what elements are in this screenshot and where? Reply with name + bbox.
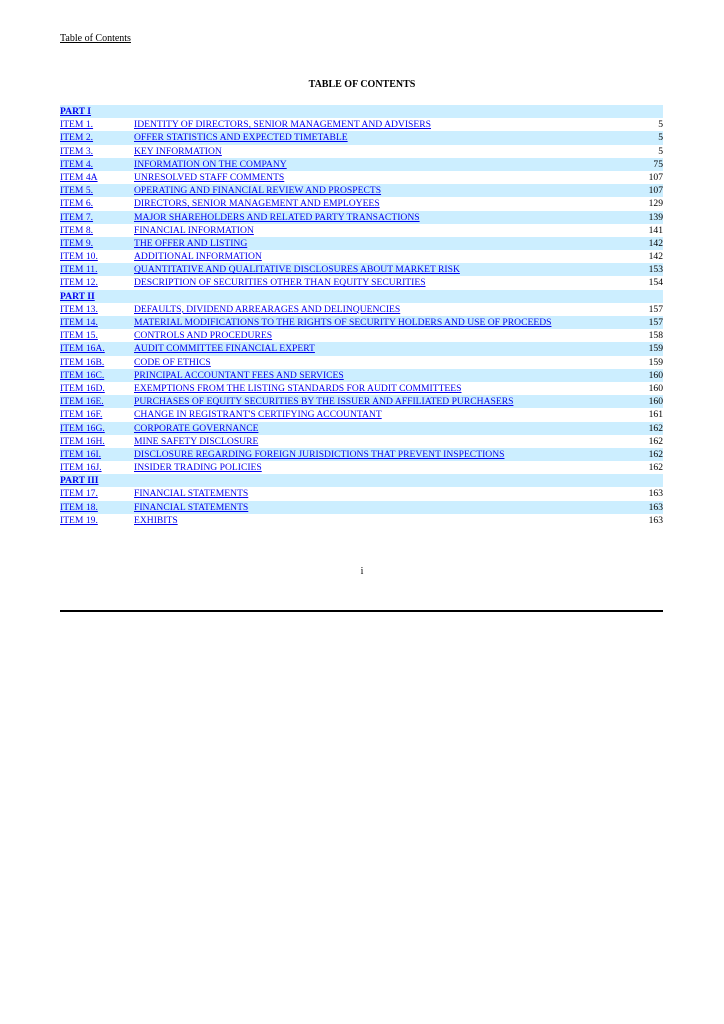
toc-item-title-link[interactable]: DISCLOSURE REGARDING FOREIGN JURISDICTIONS THAT PREVENT INSPECTIONS [134, 448, 505, 460]
toc-row [60, 435, 663, 448]
toc-row [60, 131, 663, 144]
toc-part-label[interactable]: PART I [60, 106, 92, 117]
toc-row [60, 145, 663, 158]
toc-row [60, 263, 663, 276]
toc-item-page: 163 [648, 501, 663, 513]
toc-row [60, 461, 663, 474]
toc-item-title-link[interactable]: INFORMATION ON THE COMPANY [134, 158, 287, 170]
toc-table [60, 105, 663, 527]
toc-item-page: 157 [648, 317, 663, 328]
table-of-contents-link[interactable]: Table of Contents [60, 33, 131, 44]
toc-item-page: 154 [648, 277, 663, 289]
page-divider [60, 610, 663, 612]
toc-item-title-link[interactable]: INSIDER TRADING POLICIES [134, 462, 262, 474]
toc-item-number-link[interactable]: ITEM 16H. [60, 435, 105, 447]
toc-item-number-link[interactable]: ITEM 4A [60, 171, 98, 183]
toc-row [60, 422, 663, 435]
toc-part-row [60, 290, 663, 303]
toc-item-title-link[interactable]: MAJOR SHAREHOLDERS AND RELATED PARTY TRANSACTIONS [134, 211, 420, 223]
toc-item-number-link[interactable]: ITEM 1. [60, 119, 94, 131]
toc-row [60, 514, 663, 527]
toc-row [60, 448, 663, 461]
toc-item-number-link[interactable]: ITEM 16J. [60, 462, 102, 474]
toc-item-title-link[interactable]: DESCRIPTION OF SECURITIES OTHER THAN EQUITY SECURITIES [134, 277, 426, 289]
toc-item-number-link[interactable]: ITEM 6. [60, 198, 94, 210]
toc-item-title-link[interactable]: FINANCIAL STATEMENTS [134, 501, 249, 513]
toc-item-number-link[interactable]: ITEM 16G. [60, 422, 105, 434]
toc-item-number-link[interactable]: ITEM 16I. [60, 448, 102, 460]
toc-item-page: 162 [648, 422, 663, 434]
toc-row [60, 356, 663, 369]
toc-item-page: 141 [648, 224, 663, 236]
toc-item-number-link[interactable]: ITEM 11. [60, 264, 98, 276]
toc-item-title-link[interactable]: CODE OF ETHICS [134, 356, 211, 368]
toc-item-page: 142 [648, 251, 663, 263]
toc-item-number-link[interactable]: ITEM 17. [60, 488, 98, 500]
toc-item-number-link[interactable]: ITEM 8. [60, 224, 94, 236]
toc-row [60, 171, 663, 184]
toc-item-page: 163 [648, 488, 663, 500]
toc-item-number-link[interactable]: ITEM 5. [60, 185, 94, 197]
toc-item-title-link[interactable]: EXHIBITS [134, 514, 178, 526]
toc-item-page: 5 [658, 145, 663, 157]
toc-item-page: 159 [648, 356, 663, 368]
toc-item-page: 162 [648, 435, 663, 447]
toc-item-title-link[interactable]: OFFER STATISTICS AND EXPECTED TIMETABLE [134, 132, 348, 144]
toc-item-title-link[interactable]: QUANTITATIVE AND QUALITATIVE DISCLOSURES ABOUT MARKET RISK [134, 264, 460, 276]
toc-row [60, 158, 663, 171]
toc-row [60, 237, 663, 250]
toc-item-page: 139 [648, 211, 663, 223]
toc-row [60, 224, 663, 237]
toc-part-row [60, 105, 663, 118]
toc-item-title-link[interactable]: MATERIAL MODIFICATIONS TO THE RIGHTS OF SECURITY HOLDERS AND USE OF PROCEEDS [134, 317, 552, 328]
toc-row [60, 395, 663, 408]
toc-row [60, 250, 663, 263]
toc-item-title-link[interactable]: EXEMPTIONS FROM THE LISTING STANDARDS FOR AUDIT COMMITTEES [134, 382, 462, 394]
toc-item-title-link[interactable]: THE OFFER AND LISTING [134, 237, 248, 249]
toc-item-title-link[interactable]: ADDITIONAL INFORMATION [134, 251, 262, 263]
toc-item-number-link[interactable]: ITEM 16F. [60, 409, 103, 421]
toc-item-title-link[interactable]: PRINCIPAL ACCOUNTANT FEES AND SERVICES [134, 369, 344, 381]
toc-row [60, 487, 663, 500]
page-number: i [360, 566, 364, 577]
toc-item-page: 5 [658, 119, 663, 131]
toc-item-page: 142 [648, 237, 663, 249]
toc-row [60, 118, 663, 131]
toc-row [60, 316, 663, 329]
toc-item-number-link[interactable]: ITEM 16E. [60, 396, 104, 408]
toc-item-title-link[interactable]: OPERATING AND FINANCIAL REVIEW AND PROSPECTS [134, 185, 382, 197]
toc-item-title-link[interactable]: AUDIT COMMITTEE FINANCIAL EXPERT [134, 343, 315, 355]
toc-item-number-link[interactable]: ITEM 16A. [60, 343, 105, 355]
toc-item-number-link[interactable]: ITEM 4. [60, 158, 94, 170]
toc-item-title-link[interactable]: KEY INFORMATION [134, 145, 222, 157]
toc-item-page: 162 [648, 462, 663, 474]
toc-item-number-link[interactable]: ITEM 15. [60, 330, 98, 342]
toc-row [60, 342, 663, 355]
toc-item-page: 160 [648, 396, 663, 408]
toc-item-title-link[interactable]: PURCHASES OF EQUITY SECURITIES BY THE ISSUER AND AFFILIATED PURCHASERS [134, 396, 514, 408]
toc-part-label[interactable]: PART II [60, 290, 95, 302]
toc-row [60, 211, 663, 224]
toc-item-page: 160 [648, 382, 663, 394]
toc-part-row [60, 474, 663, 487]
toc-row [60, 184, 663, 197]
toc-item-page: 160 [648, 369, 663, 381]
toc-item-page: 161 [648, 409, 663, 421]
toc-item-title-link[interactable]: MINE SAFETY DISCLOSURE [134, 435, 259, 447]
toc-row [60, 369, 663, 382]
toc-item-page: 159 [648, 343, 663, 355]
toc-item-page: 5 [658, 132, 663, 144]
toc-item-number-link[interactable]: ITEM 3. [60, 145, 94, 157]
toc-item-title-link[interactable]: CHANGE IN REGISTRANT'S CERTIFYING ACCOUNTANT [134, 409, 382, 421]
toc-item-title-link[interactable]: DIRECTORS, SENIOR MANAGEMENT AND EMPLOYEES [134, 198, 380, 210]
toc-row [60, 303, 663, 316]
toc-item-number-link[interactable]: ITEM 19. [60, 514, 98, 526]
toc-row [60, 329, 663, 342]
toc-item-number-link[interactable]: ITEM 14. [60, 317, 98, 328]
toc-item-number-link[interactable]: ITEM 18. [60, 501, 98, 513]
toc-item-page: 153 [648, 264, 663, 276]
toc-item-page: 107 [648, 185, 663, 197]
page-title: TABLE OF CONTENTS [308, 79, 416, 90]
toc-item-page: 158 [648, 330, 663, 342]
toc-item-page: 75 [653, 158, 663, 170]
toc-item-page: 157 [648, 303, 663, 315]
toc-item-number-link[interactable]: ITEM 12. [60, 277, 98, 289]
toc-item-title-link[interactable]: FINANCIAL STATEMENTS [134, 488, 249, 500]
toc-item-number-link[interactable]: ITEM 9. [60, 237, 94, 249]
toc-row [60, 382, 663, 395]
toc-item-number-link[interactable]: ITEM 7. [60, 211, 94, 223]
toc-row [60, 197, 663, 210]
toc-item-number-link[interactable]: ITEM 2. [60, 132, 94, 144]
toc-row [60, 408, 663, 421]
toc-part-label[interactable]: PART III [60, 475, 99, 487]
toc-item-number-link[interactable]: ITEM 13. [60, 303, 98, 315]
toc-item-page: 163 [648, 514, 663, 526]
toc-item-page: 162 [648, 448, 663, 460]
toc-item-number-link[interactable]: ITEM 16B. [60, 356, 105, 368]
toc-row [60, 276, 663, 289]
toc-item-page: 129 [648, 198, 663, 210]
toc-item-title-link[interactable]: FINANCIAL INFORMATION [134, 224, 254, 236]
toc-item-title-link[interactable]: CONTROLS AND PROCEDURES [134, 330, 273, 342]
toc-item-title-link[interactable]: IDENTITY OF DIRECTORS, SENIOR MANAGEMENT AND ADVISERS [134, 119, 431, 131]
toc-item-page: 107 [648, 171, 663, 183]
toc-item-number-link[interactable]: ITEM 16C. [60, 369, 105, 381]
toc-item-number-link[interactable]: ITEM 16D. [60, 382, 105, 394]
toc-item-number-link[interactable]: ITEM 10. [60, 251, 98, 263]
toc-item-title-link[interactable]: CORPORATE GOVERNANCE [134, 422, 259, 434]
toc-row [60, 501, 663, 514]
toc-item-title-link[interactable]: UNRESOLVED STAFF COMMENTS [134, 171, 285, 183]
toc-item-title-link[interactable]: DEFAULTS, DIVIDEND ARREARAGES AND DELINQUENCIES [134, 303, 401, 315]
